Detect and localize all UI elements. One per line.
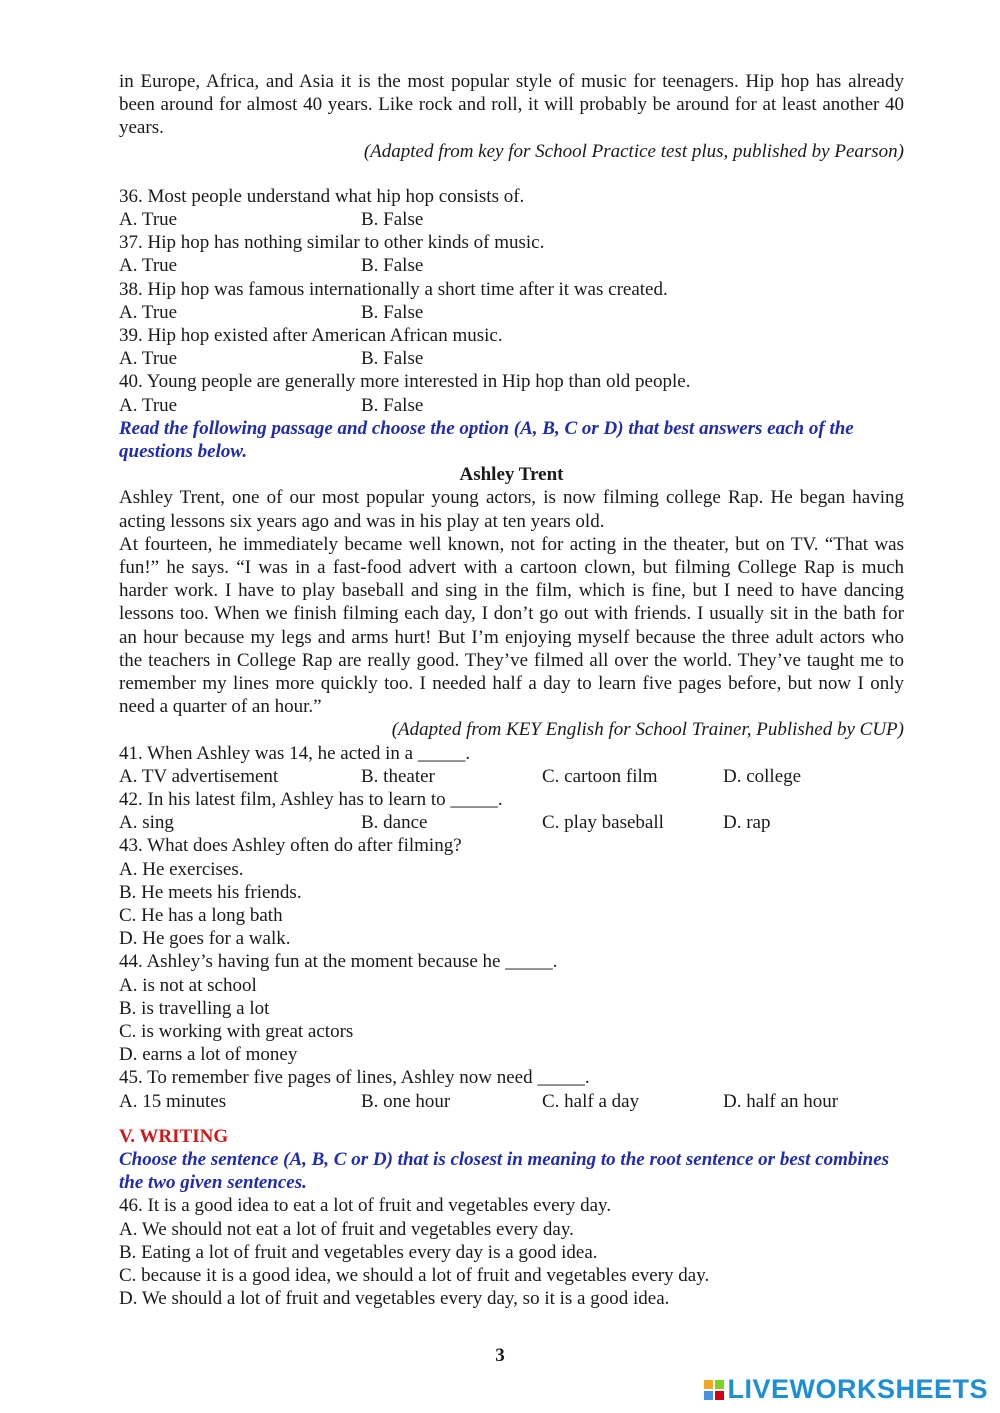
option-41-c[interactable]: C. cartoon film: [542, 765, 658, 787]
reading-title: Ashley Trent: [459, 464, 564, 486]
question-42: 42. In his latest film, Ashley has to learn to _____.: [119, 789, 503, 810]
logo-grid-icon: [704, 1380, 724, 1400]
option-41-b[interactable]: B. theater: [361, 765, 435, 787]
option-41-a[interactable]: A. TV advertisement: [119, 765, 279, 787]
option-42-c[interactable]: C. play baseball: [542, 812, 664, 834]
option-40-b[interactable]: B. False: [361, 394, 424, 416]
reading-instruction: Read the following passage and choose the option (A, B, C or D) that best answers each of the questions below.: [119, 417, 854, 462]
option-46-c[interactable]: C. because it is a good idea, we should a lot of fruit and vegetables every day.: [119, 1265, 710, 1287]
option-44-c[interactable]: C. is working with great actors: [119, 1021, 354, 1043]
question-39: 39. Hip hop existed after American African music.: [119, 324, 503, 346]
option-39-a[interactable]: A. True: [119, 348, 178, 370]
option-38-b[interactable]: B. False: [361, 301, 424, 323]
option-45-b[interactable]: B. one hour: [361, 1090, 451, 1112]
question-43: 43. What does Ashley often do after filming?: [119, 835, 462, 857]
question-44: 44. Ashley’s having fun at the moment because he _____.: [119, 951, 558, 973]
option-43-c[interactable]: C. He has a long bath: [119, 905, 283, 926]
option-46-b[interactable]: B. Eating a lot of fruit and vegetables every day is a good idea.: [119, 1241, 598, 1263]
option-41-d[interactable]: D. college: [723, 765, 802, 787]
option-42-d[interactable]: D. rap: [723, 812, 771, 834]
brand-name: LIVEWORKSHEETS: [727, 1374, 988, 1404]
question-37: 37. Hip hop has nothing similar to other kinds of music.: [119, 232, 545, 254]
question-40: 40. Young people are generally more interested in Hip hop than old people.: [119, 371, 691, 393]
reading-paragraph-2: At fourteen, he immediately became well known, not for acting in the theater, but on TV. “That was fun!” he says. “I was in a fast-food advert with a cartoon clown, but filming College Rap is much harder work. I have to play baseball and sing in the film, which is fine, but I need to have dancing lessons too. When we finish filming each day, I don’t go out with friends. I usually sit in the bath for an hour because my legs and arms hurt! But I’m enjoying myself because the three adult actors who the teachers in College Rap are really good. They’ve filmed all over the world. They’ve taught me to remember my lines more quickly too. I needed half a day to learn five pages before, but now I only need a quarter of an hour.”: [119, 533, 904, 718]
option-39-b[interactable]: B. False: [361, 348, 424, 370]
option-36-b[interactable]: B. False: [361, 209, 424, 231]
option-44-b[interactable]: B. is travelling a lot: [119, 997, 270, 1019]
option-43-d[interactable]: D. He goes for a walk.: [119, 928, 291, 950]
option-45-a[interactable]: A. 15 minutes: [119, 1090, 227, 1112]
option-46-a[interactable]: A. We should not eat a lot of fruit and vegetables every day.: [119, 1218, 574, 1240]
option-37-a[interactable]: A. True: [119, 255, 178, 277]
passage-source: (Adapted from key for School Practice test plus, published by Pearson): [363, 140, 904, 162]
option-40-a[interactable]: A. True: [119, 394, 178, 416]
liveworksheets-logo: [704, 1374, 988, 1405]
option-38-a[interactable]: A. True: [119, 301, 178, 323]
option-43-b[interactable]: B. He meets his friends.: [119, 881, 302, 903]
option-46-d[interactable]: D. We should a lot of fruit and vegetables every day, so it is a good idea.: [119, 1288, 670, 1310]
option-36-a[interactable]: A. True: [119, 209, 178, 231]
option-45-c[interactable]: C. half a day: [542, 1090, 640, 1112]
question-46: 46. It is a good idea to eat a lot of fruit and vegetables every day.: [119, 1195, 612, 1217]
option-44-d[interactable]: D. earns a lot of money: [119, 1044, 298, 1066]
passage-ending: in Europe, Africa, and Asia it is the most popular style of music for teenagers. Hip hop has already been around for almost 40 years. Like rock and roll, it will probably be around for at least another 40 years.: [119, 71, 904, 139]
option-44-a[interactable]: A. is not at school: [119, 974, 257, 996]
option-45-d[interactable]: D. half an hour: [723, 1090, 839, 1112]
question-38: 38. Hip hop was famous internationally a short time after it was created.: [119, 278, 668, 300]
option-42-b[interactable]: B. dance: [361, 812, 428, 834]
writing-instruction: Choose the sentence (A, B, C or D) that is closest in meaning to the root sentence or best combines the two given sentences.: [119, 1149, 890, 1194]
option-43-a[interactable]: A. He exercises.: [119, 858, 244, 880]
question-41: 41. When Ashley was 14, he acted in a _____.: [119, 742, 471, 764]
worksheet-page: [119, 70, 904, 1310]
page-number: 3: [495, 1345, 505, 1366]
true-false-questions: [119, 185, 904, 417]
question-36: 36. Most people understand what hip hop consists of.: [119, 185, 525, 207]
reading-paragraph-1: Ashley Trent, one of our most popular young actors, is now filming college Rap. He began having acting lessons six years ago and was in his play at ten years old.: [119, 487, 904, 532]
option-37-b[interactable]: B. False: [361, 255, 424, 277]
question-45: 45. To remember five pages of lines, Ashley now need _____.: [119, 1067, 590, 1089]
writing-heading: V. WRITING: [119, 1125, 229, 1147]
reading-source: (Adapted from KEY English for School Trainer, Published by CUP): [391, 719, 904, 741]
option-42-a[interactable]: A. sing: [119, 812, 174, 834]
